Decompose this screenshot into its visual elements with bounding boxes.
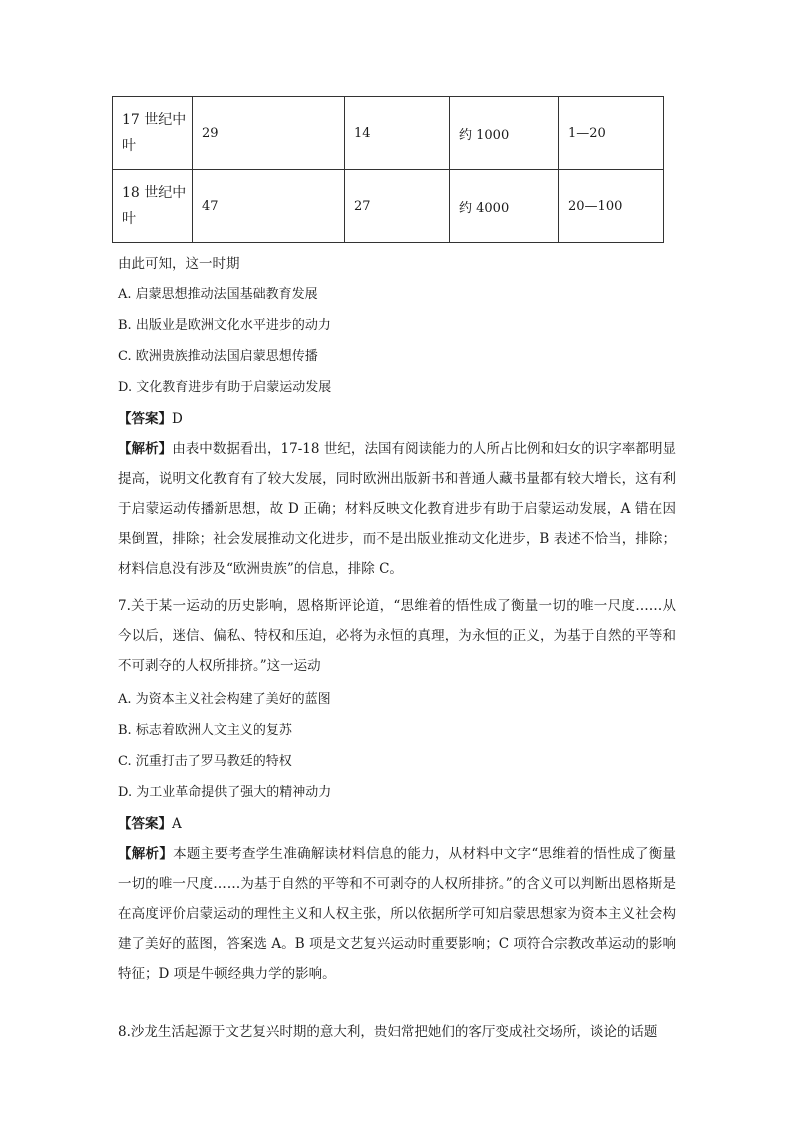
q7-option-a: A. 为资本主义社会构建了美好的蓝图 [118,692,331,707]
answer-tag: 【答案】 [118,411,172,427]
table-cell: 29 [193,97,345,170]
answer-value: D [172,411,183,427]
table-cell: 1—20 [559,97,664,170]
q6-option-b: B. 出版业是欧洲文化水平进步的动力 [118,318,331,333]
analysis-text: 本题主要考查学生准确解读材料信息的能力，从材料中文字“思维着的悟性成了衡量一切的唯一尺度……为基于自然的平等和不可剥夺的人权所排挤。”的含义可以判断出恩格斯是在高度评价启蒙运动的理性主义和人权主张，所以依据所学可知启蒙思想家为资本主义社会构建了美好的蓝图，答案选 A。B 项是文艺复兴运动时重要影响；C 项符合宗教改革运动的影响特征；D 项是牛顿经典力学的影响。 [118,846,676,982]
question-7-stem: 7.关于某一运动的历史影响，恩格斯评论道，“思维着的悟性成了衡量一切的唯一尺度……从今以后，迷信、偏私、特权和压迫，必将为永恒的真理，为永恒的正义，为基于自然的平等和不可剥夺的人权所排挤。”这一运动 [118,598,676,674]
table-cell: 约 4000 [450,170,559,243]
table-row [113,97,664,170]
q6-option-a: A. 启蒙思想推动法国基础教育发展 [118,287,318,302]
analysis-tag: 【解析】 [118,441,173,457]
answer-tag: 【答案】 [118,816,172,832]
q6-option-d: D. 文化教育进步有助于启蒙运动发展 [118,380,332,395]
table-cell: 27 [345,170,450,243]
question-8-stem: 8.沙龙生活起源于文艺复兴时期的意大利，贵妇常把她们的客厅变成社交场所，谈论的话题 [118,1024,658,1040]
table-cell-period: 17 世纪中叶 [113,97,193,170]
q6-analysis [118,434,676,584]
q6-option-c: C. 欧洲贵族推动法国启蒙思想传播 [118,349,318,364]
q7-answer [118,812,182,832]
q7-option-d: D. 为工业革命提供了强大的精神动力 [118,785,332,800]
answer-value: A [172,816,182,832]
table-cell: 20—100 [559,170,664,243]
question-6-lead: 由此可知，这一时期 [118,256,240,272]
q7-option-c: C. 沉重打击了罗马教廷的特权 [118,754,292,769]
analysis-text: 由表中数据看出，17-18 世纪，法国有阅读能力的人所占比例和妇女的识字率都明显提高，说明文化教育有了较大发展，同时欧洲出版新书和普通人藏书量都有较大增长，这有利于启蒙运动传播新思想，故 D 正确；材料反映文化教育进步有助于启蒙运动发展，A 错在因果倒置，排除；社会发展推动文化进步，而不是出版业推动文化进步，B 表述不恰当，排除；材料信息没有涉及“欧洲贵族”的信息，排除 C。 [118,441,676,577]
table-row [113,170,664,243]
q6-answer [118,407,183,427]
q7-analysis [118,839,676,989]
table-cell-period: 18 世纪中叶 [113,170,193,243]
analysis-tag: 【解析】 [118,846,174,862]
q7-option-b: B. 标志着欧洲人文主义的复苏 [118,723,292,738]
table-cell: 47 [193,170,345,243]
statistics-table [112,96,664,243]
table-cell: 约 1000 [450,97,559,170]
table-cell: 14 [345,97,450,170]
